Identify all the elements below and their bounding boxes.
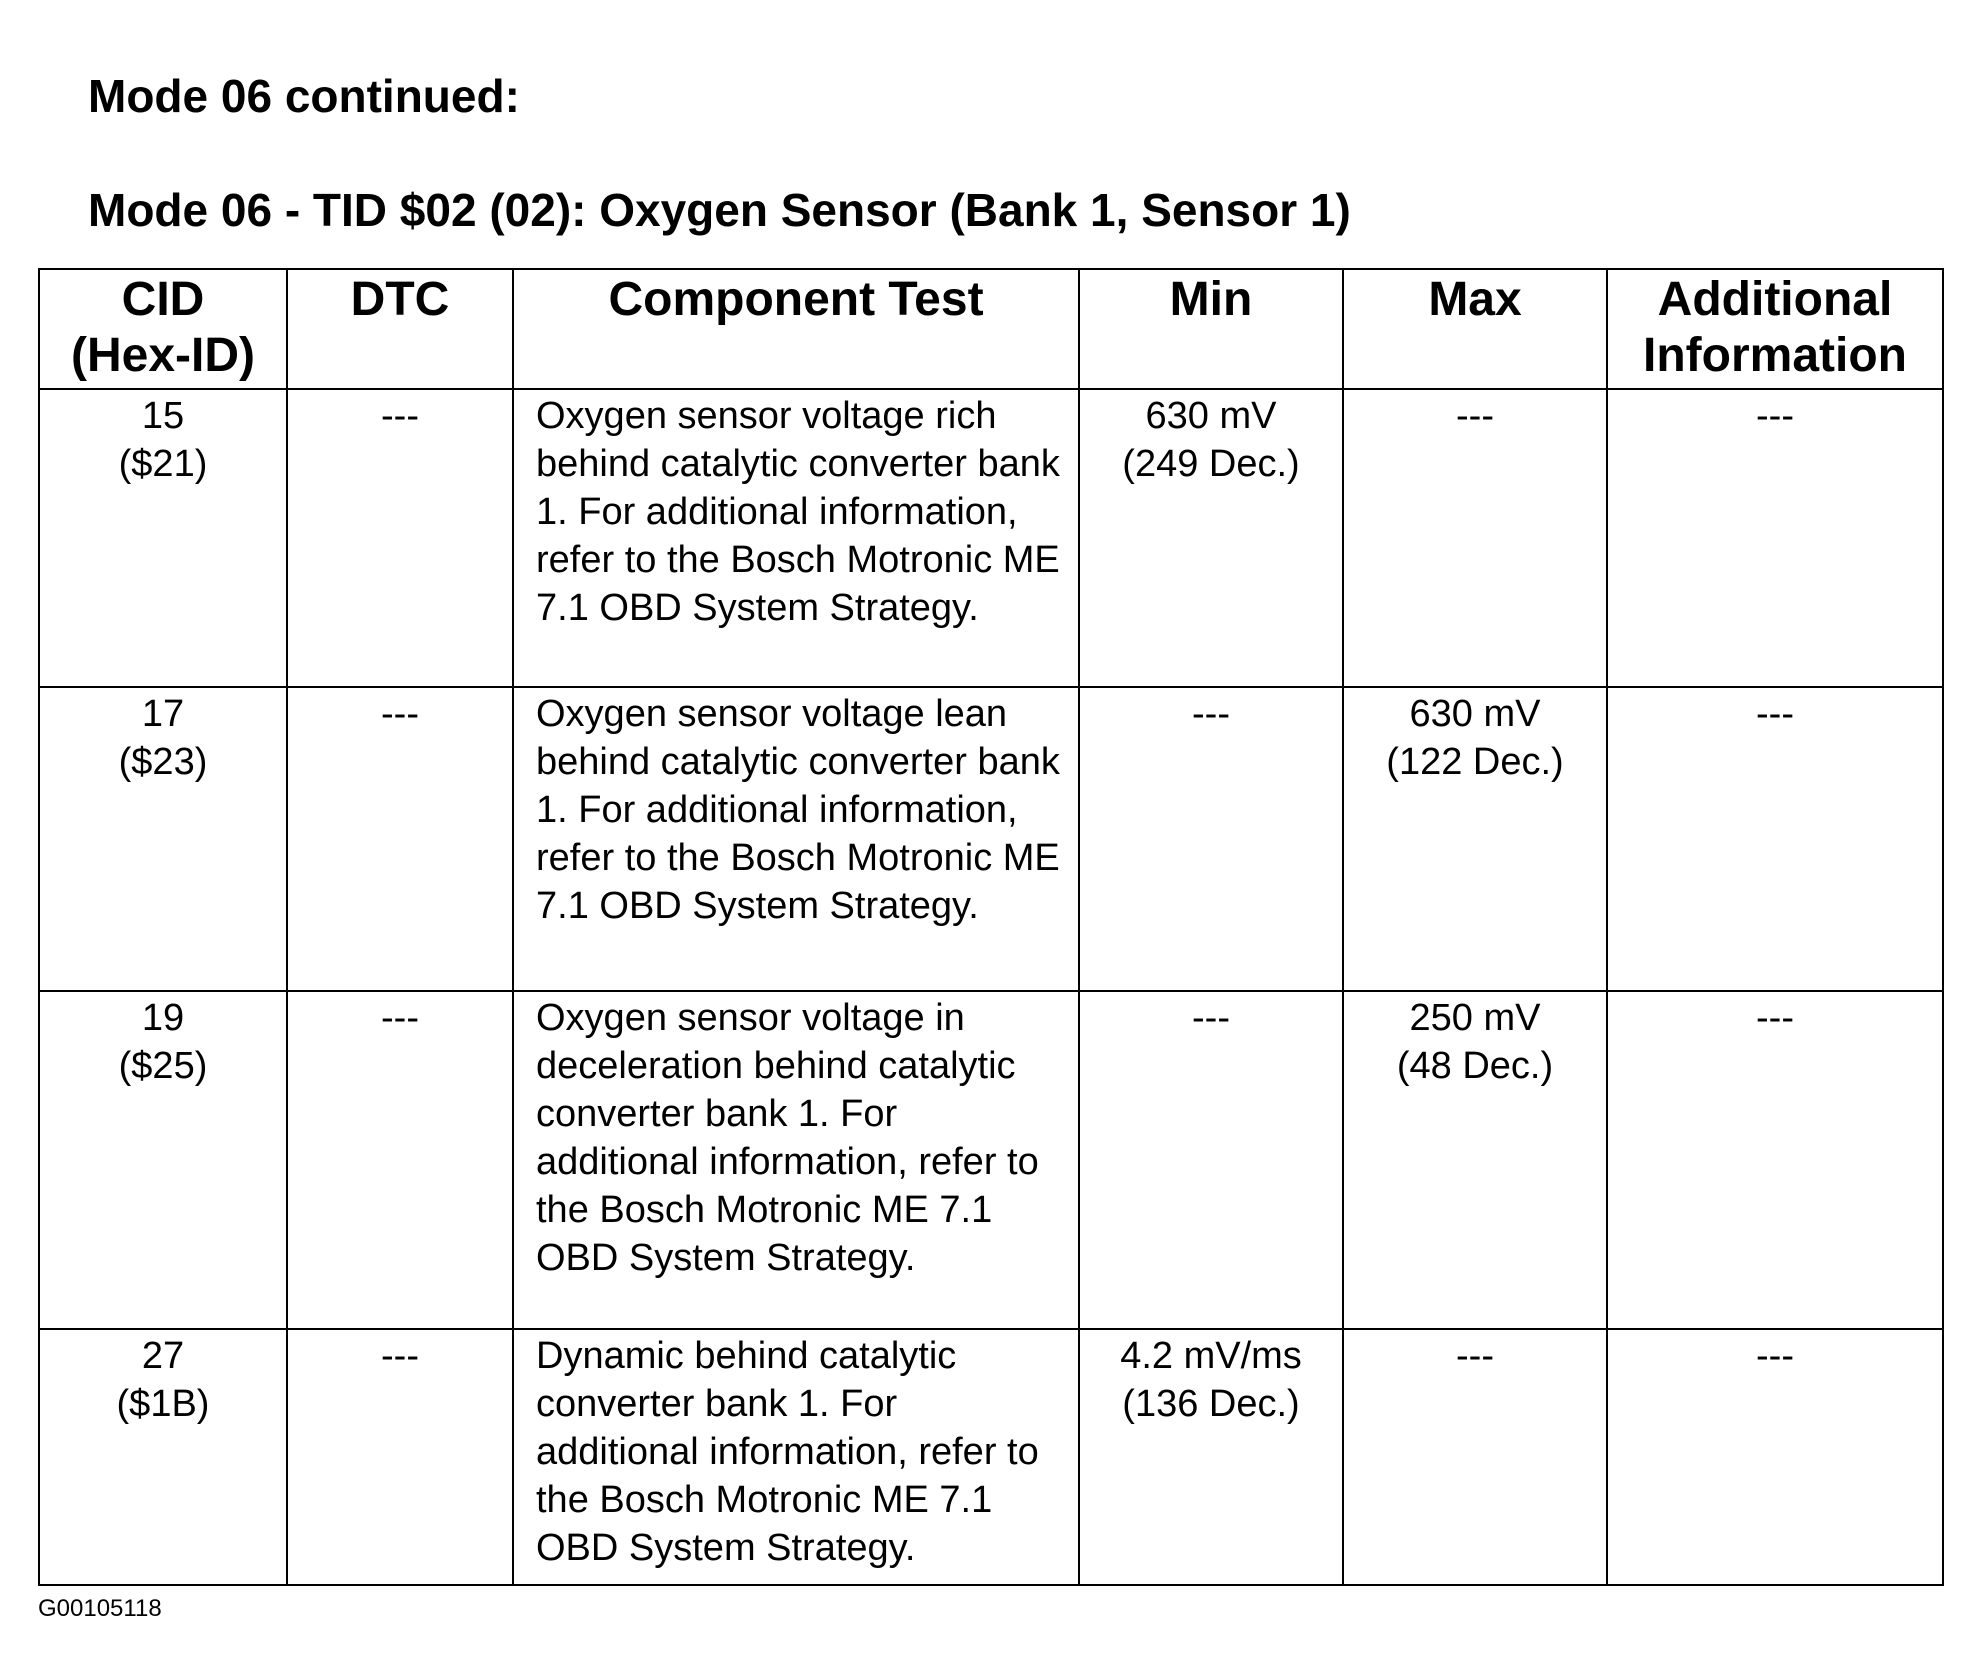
cid-value: 15 — [141, 395, 185, 437]
cell-cid — [39, 389, 287, 687]
min-value: --- — [1192, 997, 1230, 1039]
cell-component-test: Oxygen sensor voltage rich behind catalytic converter bank 1. For additional information, refer to the Bosch Motronic ME 7.1 OBD System Strategy. — [513, 389, 1079, 687]
section-title: Mode 06 - TID $02 (02): Oxygen Sensor (Bank 1, Sensor 1) — [88, 184, 1351, 236]
cid-value: 19 — [141, 997, 185, 1039]
header-dtc: DTC — [287, 269, 513, 389]
cid-hex: ($23) — [118, 741, 208, 783]
cell-max — [1343, 991, 1607, 1329]
header-cid — [39, 269, 287, 389]
cell-component-test: Oxygen sensor voltage in deceleration behind catalytic converter bank 1. For additional information, refer to the Bosch Motronic ME 7.1 OBD System Strategy. — [513, 991, 1079, 1329]
max-dec: (122 Dec.) — [1386, 741, 1564, 783]
cell-dtc: --- — [287, 991, 513, 1329]
header-cid-line-2: (Hex-ID) — [70, 329, 255, 382]
mode06-table — [38, 268, 1944, 1586]
cell-cid — [39, 687, 287, 991]
cell-additional: --- — [1607, 991, 1943, 1329]
header-additional-line-1: Additional — [1657, 273, 1893, 326]
cell-dtc: --- — [287, 687, 513, 991]
header-additional-line-2: Information — [1643, 329, 1907, 382]
header-component-test: Component Test — [513, 269, 1079, 389]
min-value: 4.2 mV/ms — [1120, 1335, 1302, 1377]
header-cid-line-1: CID — [121, 273, 205, 326]
cell-additional: --- — [1607, 389, 1943, 687]
cid-value: 17 — [141, 693, 185, 735]
header-additional-information — [1607, 269, 1943, 389]
table-row — [39, 389, 1943, 687]
cell-additional: --- — [1607, 1329, 1943, 1585]
cid-value: 27 — [141, 1335, 185, 1377]
cell-dtc: --- — [287, 389, 513, 687]
cell-min — [1079, 1329, 1343, 1585]
table-header-row — [39, 269, 1943, 389]
table-row — [39, 1329, 1943, 1585]
cell-max — [1343, 687, 1607, 991]
cell-max — [1343, 389, 1607, 687]
cell-component-test: Oxygen sensor voltage lean behind catalytic converter bank 1. For additional information, refer to the Bosch Motronic ME 7.1 OBD System Strategy. — [513, 687, 1079, 991]
header-min: Min — [1079, 269, 1343, 389]
min-dec: (249 Dec.) — [1122, 443, 1300, 485]
cell-max — [1343, 1329, 1607, 1585]
max-value: 630 mV — [1409, 693, 1541, 735]
cell-additional: --- — [1607, 687, 1943, 991]
cid-hex: ($1B) — [116, 1383, 210, 1425]
cell-cid — [39, 1329, 287, 1585]
cell-dtc: --- — [287, 1329, 513, 1585]
max-value: 250 mV — [1409, 997, 1541, 1039]
cell-component-test: Dynamic behind catalytic converter bank 1. For additional information, refer to the Bosch Motronic ME 7.1 OBD System Strategy. — [513, 1329, 1079, 1585]
cid-hex: ($21) — [118, 443, 208, 485]
min-dec: (136 Dec.) — [1122, 1383, 1300, 1425]
page-heading-continued: Mode 06 continued: — [88, 70, 520, 122]
table-row — [39, 687, 1943, 991]
figure-id: G00105118 — [38, 1595, 162, 1622]
table-row — [39, 991, 1943, 1329]
cell-min — [1079, 991, 1343, 1329]
cell-min — [1079, 389, 1343, 687]
min-value: 630 mV — [1145, 395, 1277, 437]
max-value: --- — [1456, 1335, 1494, 1377]
header-max: Max — [1343, 269, 1607, 389]
cell-cid — [39, 991, 287, 1329]
max-value: --- — [1456, 395, 1494, 437]
cid-hex: ($25) — [118, 1045, 208, 1087]
cell-min — [1079, 687, 1343, 991]
min-value: --- — [1192, 693, 1230, 735]
max-dec: (48 Dec.) — [1396, 1045, 1554, 1087]
